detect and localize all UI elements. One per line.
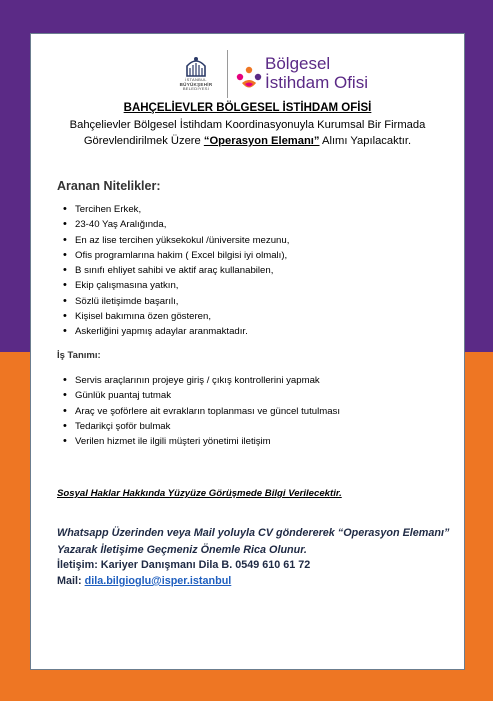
list-item: • Tedarikçi şoför bulmak (61, 419, 340, 434)
ibb-logo-line2: BÜYÜKŞEHİR (179, 81, 213, 87)
job-description-heading: İş Tanımı: (57, 350, 101, 361)
list-item: • Ekip çalışmasına yatkın, (61, 278, 289, 293)
list-item: • Tercihen Erkek, (61, 202, 289, 217)
list-item: • En az lise tercihen yüksekokul /üniversite mezunu, (61, 233, 289, 248)
social-rights-note: Sosyal Haklar Hakkında Yüzyüze Görüşmede Bilgi Verilecektir. (57, 488, 342, 499)
contact-line: İletişim: Kariyer Danışmanı Dila B. 0549 610 61 72 (57, 559, 311, 571)
list-item: • Ofis programlarına hakim ( Excel bilgisi iyi olmalı), (61, 248, 289, 263)
brand-name-line1: Bölgesel (265, 54, 331, 73)
mail-label: Mail: (57, 575, 85, 587)
ibb-logo (170, 54, 222, 100)
brand-name-line2: İstihdam Ofisi (265, 73, 368, 92)
job-posting-card (30, 33, 465, 670)
qualifications-heading: Aranan Nitelikler: (57, 179, 161, 193)
intro-paragraph (69, 117, 426, 149)
logo-header (31, 46, 464, 102)
ibb-emblem-icon (185, 54, 207, 78)
list-item: • Servis araçlarının projeye giriş / çıkış kontrollerini yapmak (61, 373, 340, 388)
list-item: • 23-40 Yaş Aralığında, (61, 217, 289, 232)
list-item: • Sözlü iletişimde başarılı, (61, 294, 289, 309)
ibb-logo-line3: BELEDİYESİ (182, 86, 210, 91)
mail-line (57, 575, 231, 587)
job-description-list (61, 373, 340, 449)
intro-text-after: Alımı Yapılacaktır. (319, 135, 412, 147)
application-instructions: Whatsapp Üzerinden veya Mail yoluyla CV göndererek “Operasyon Elemanı” Yazarak İletişime Geçmeniz Önemle Rica Olunur. (57, 527, 450, 556)
position-name: “Operasyon Elemanı” (203, 135, 320, 147)
email-link[interactable]: dila.bilgioglu@isper.istanbul (84, 575, 232, 587)
ibb-logo-line1: İSTANBUL (185, 77, 207, 82)
list-item: • Günlük puantaj tutmak (61, 388, 340, 403)
list-item: • Araç ve şoförlere ait evrakların toplanması ve güncel tutulması (61, 404, 340, 419)
intro-text-before: Bahçelievler Bölgesel İstihdam Koordinasyonuyla Kurumsal Bir Firmada Görevlendirilmek Üzere (69, 119, 426, 147)
qualifications-list (61, 202, 289, 339)
logo-divider (227, 50, 228, 98)
bolgesel-istihdam-emblem-icon (234, 64, 264, 94)
office-title: BAHÇELİEVLER BÖLGESEL İSTİHDAM OFİSİ (123, 102, 372, 114)
list-item: • Verilen hizmet ile ilgili müşteri yönetimi iletişim (61, 434, 340, 449)
list-item: • Kişisel bakımına özen gösteren, (61, 309, 289, 324)
list-item: • Askerliğini yapmış adaylar aranmaktadır. (61, 324, 289, 339)
list-item: • B sınıfı ehliyet sahibi ve aktif araç kullanabilen, (61, 263, 289, 278)
